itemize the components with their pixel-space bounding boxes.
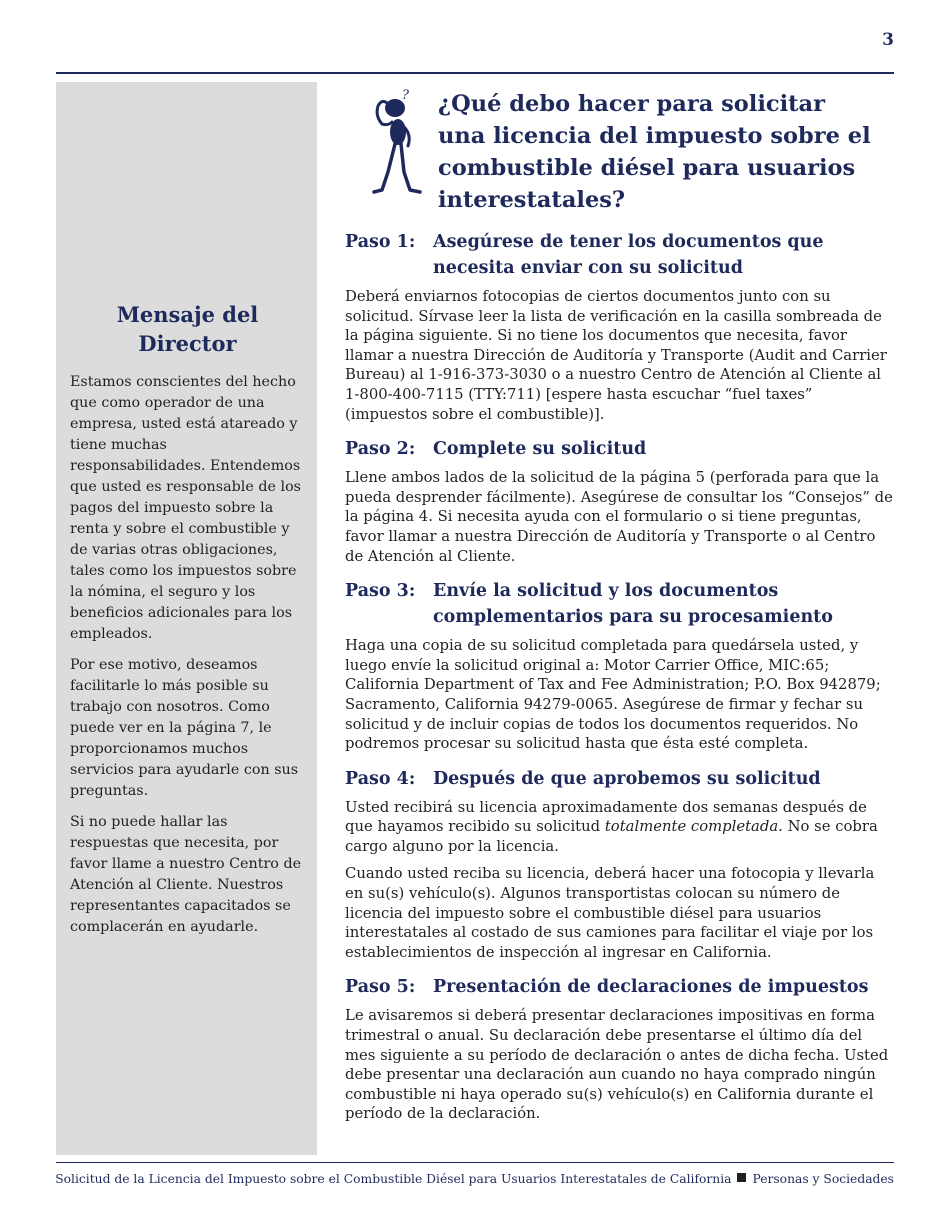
step-heading (345, 229, 896, 281)
step-paragraph: Deberá enviarnos fotocopias de ciertos documentos junto con su solicitud. Sírvase leer la lista de verificación en la casilla sombreada de la página siguiente. Si no tiene los documentos que necesita, favor llamar a nuestra Dirección de Auditoría y Transporte (Audit and Carrier Bureau) al 1-916-373-3030 o a nuestro Centro de Atención al Cliente al 1-800-400-7115 (TTY:711) [espere hasta escuchar “fuel taxes” (impuestos sobre el combustible)]. (345, 288, 887, 423)
bottom-divider (56, 1162, 894, 1163)
step-1 (345, 229, 896, 424)
square-bullet-icon (737, 1173, 746, 1182)
main-heading: ¿Qué debo hacer para solicitar una licencia del impuesto sobre el combustible diésel para usuarios interestatales? (438, 91, 871, 213)
step-3 (345, 578, 896, 754)
step-label: Paso 1: (345, 232, 416, 252)
step-heading (345, 974, 896, 1000)
thinking-figure-icon (368, 86, 424, 196)
step-heading (345, 578, 896, 630)
step-label: Paso 5: (345, 977, 416, 998)
step-text: Usted recibirá su licencia aproximadamente dos semanas después de que hayamos recibido su solicitud (345, 798, 867, 836)
footer-document-title: Solicitud de la Licencia del Impuesto sobre el Combustible Diésel para Usuarios Interestatales de California (55, 1172, 732, 1186)
page-number: 3 (882, 30, 894, 50)
step-heading (345, 766, 896, 792)
sidebar-paragraph: Si no puede hallar las respuestas que necesita, por favor llame a nuestro Centro de Atención al Cliente. Nuestros representantes capacitados se complacerán en ayudarle. (70, 814, 302, 935)
step-label: Paso 2: (345, 439, 416, 460)
sidebar-paragraph: Estamos conscientes del hecho que como operador de una empresa, usted está atareado y tiene muchas responsabilidades. Entendemos que usted es responsable de los pagos del impuesto sobre la renta y sobre el combustible y de varias otras obligaciones, tales como los impuestos sobre la nómina, el seguro y los beneficios adicionales para los empleados. (70, 374, 302, 642)
step-paragraph (345, 798, 896, 857)
step-title: Después de que aprobemos su solicitud (433, 768, 821, 789)
step-paragraph: Llene ambos lados de la solicitud de la página 5 (perforada para que la pueda desprender fácilmente). Asegúrese de consultar los “Consejos” de la página 4. Si necesita ayuda con el formulario o si tiene preguntas, favor llamar a nuestra Dirección de Auditoría y Transporte o al Centro de Atención al Cliente. (345, 469, 893, 565)
step-title: Envíe la solicitud y los documentos complementarios para su procesamiento (433, 581, 833, 628)
director-message-sidebar (56, 82, 317, 1155)
step-title: Complete su solicitud (433, 439, 647, 460)
step-4 (345, 766, 896, 963)
top-divider (56, 72, 894, 74)
step-5 (345, 974, 896, 1124)
page-footer (55, 1170, 894, 1188)
step-title: Asegúrese de tener los documentos que necesita enviar con su solicitud (433, 232, 824, 278)
step-2 (345, 436, 896, 566)
step-heading (345, 436, 896, 462)
footer-section-label: Personas y Sociedades (752, 1172, 894, 1186)
steps-list (345, 229, 896, 1136)
step-paragraph: Cuando usted reciba su licencia, deberá hacer una fotocopia y llevarla en su(s) vehículo(s). Algunos transportistas colocan su número de licencia del impuesto sobre el combustible diésel para usuarios interestatales al costado de sus camiones para facilitar el viaje por los establecimientos de inspección al ingresar en California. (345, 865, 875, 961)
sidebar-paragraph: Por ese motivo, deseamos facilitarle lo más posible su trabajo con nosotros. Como puede ver en la página 7, le proporcionamos muchos servicios para ayudarle con sus preguntas. (70, 657, 299, 799)
step-label: Paso 3: (345, 581, 416, 602)
emphasis-text: totalmente completada. (604, 818, 783, 836)
step-paragraph: Le avisaremos si deberá presentar declaraciones impositivas en forma trimestral o anual. Su declaración debe presentarse el último día del mes siguiente a su período de declaración o antes de dicha fecha. Usted debe presentar una declaración aun cuando no haya comprado ningún combustible ni haya operado su(s) vehículo(s) en California durante el período de la declaración. (345, 1007, 889, 1123)
svg-text:?: ? (402, 88, 409, 103)
step-label: Paso 4: (345, 768, 416, 789)
sidebar-title: Mensaje del Director (116, 302, 259, 356)
step-text: No se cobra cargo alguno por la licencia. (345, 818, 878, 855)
step-title: Presentación de declaraciones de impuestos (433, 977, 869, 998)
step-paragraph: Haga una copia de su solicitud completada para quedársela usted, y luego envíe la solicitud original a: Motor Carrier Office, MIC:65; California Department of Tax and Fee Administration; P.O. Box 942879; Sacramento, California 94279-0065. Asegúrese de firmar y fechar su solicitud y de incluir copias de todos los documentos requeridos. No podremos procesar su solicitud hasta que ésta esté completa. (345, 637, 881, 753)
